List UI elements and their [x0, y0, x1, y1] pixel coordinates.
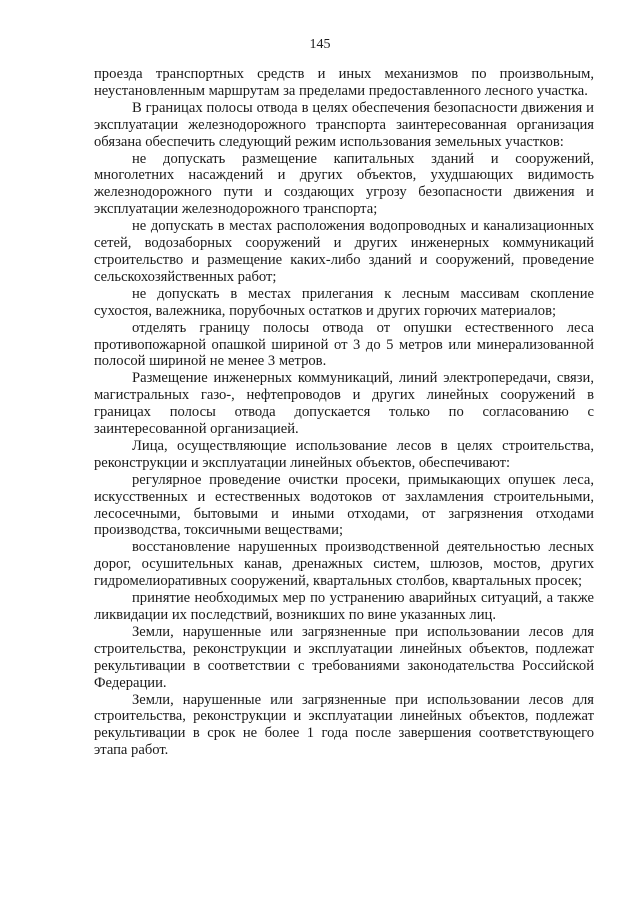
list-item: не допускать размещение капитальных зданий и сооружений, многолетних насаждений и других объектов, ухудшающих видимость железнодорожного пути и создающих угрозу безопасности движения и эксплуатации железнодорожного транспорта;: [94, 150, 594, 218]
list-item: регулярное проведение очистки просеки, примыкающих опушек леса, искусственных и естественных водотоков от захламления строительными, лесосечными, бытовыми и иными отходами, от загрязнения отходами производства, токсичными веществами;: [94, 471, 594, 539]
paragraph: Земли, нарушенные или загрязненные при использовании лесов для строительства, реконструкции и эксплуатации линейных объектов, подлежат рекультивации в срок не более 1 года после завершения соответствующего этапа работ.: [94, 691, 594, 759]
list-item: не допускать в местах прилегания к лесным массивам скопление сухостоя, валежника, порубочных остатков и других горючих материалов;: [94, 285, 594, 319]
paragraph: Земли, нарушенные или загрязненные при использовании лесов для строительства, реконструкции и эксплуатации линейных объектов, подлежат рекультивации в соответствии с требованиями законодательства Российской Федерации.: [94, 623, 594, 691]
document-body: [94, 66, 594, 759]
paragraph: Лица, осуществляющие использование лесов в целях строительства, реконструкции и эксплуатации линейных объектов, обеспечивают:: [94, 437, 594, 471]
paragraph: проезда транспортных средств и иных механизмов по произвольным, неустановленным маршрутам за пределами предоставленного лесного участка.: [94, 66, 594, 99]
list-item: отделять границу полосы отвода от опушки естественного леса противопожарной опашкой шириной от 3 до 5 метров или минерализованной полосой шириной не менее 3 метров.: [94, 319, 594, 370]
list-item: не допускать в местах расположения водопроводных и канализационных сетей, водозаборных сооружений и других инженерных коммуникаций строительство и размещение каких-либо зданий и сооружений, проведение сельскохозяйственных работ;: [94, 218, 594, 285]
page-number: 145: [309, 37, 331, 52]
list-item: восстановление нарушенных производственной деятельностью лесных дорог, осушительных канав, дренажных систем, шлюзов, мостов, других гидромелиоративных сооружений, квартальных столбов, квартальных просек;: [94, 539, 594, 590]
list-item: принятие необходимых мер по устранению аварийных ситуаций, а также ликвидации их последствий, возникших по вине указанных лиц.: [94, 590, 594, 623]
paragraph: В границах полосы отвода в целях обеспечения безопасности движения и эксплуатации железнодорожного транспорта заинтересованная организация обязана обеспечить следующий режим использования земельных участков:: [94, 99, 594, 150]
paragraph: Размещение инженерных коммуникаций, линий электропередачи, связи, магистральных газо-, нефтепроводов и других линейных сооружений в границах полосы отвода допускается только по согласованию с заинтересованной организацией.: [94, 370, 594, 438]
